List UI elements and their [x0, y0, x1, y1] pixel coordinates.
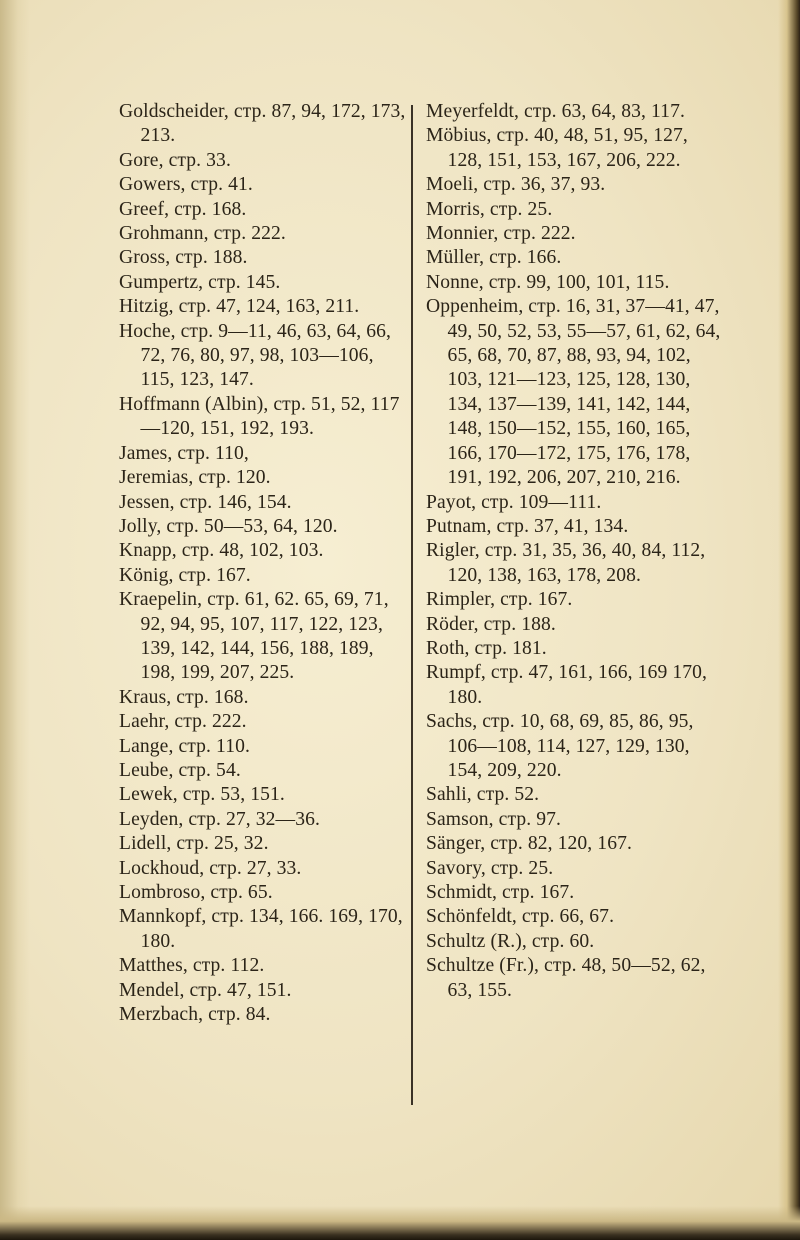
index-entry: Schönfeldt, стр. 66, 67. [426, 906, 615, 928]
index-entry: Jolly, стр. 50—53, 64, 120. [119, 515, 338, 537]
page-bottom-edge [0, 1206, 800, 1240]
index-entry: Payot, стр. 109—111. [426, 491, 602, 513]
index-entry: Leube, стр. 54. [119, 759, 241, 781]
index-entry: Oppenheim, стр. 16, 31, 37—41, 47, 49, 50, 52, 53, 55—57, 61, 62, 64, 65, 68, 70, 87, 88, 93, 94, 102, 103, 121—123, 125, 128, 130, 134, 137—139, 141, 142, 144, 148, 150—152, 155, 160, 165, 166, 170—172, 175, 176, 178, 191, 192, 206, 207, 210, 216. [426, 296, 721, 489]
index-entry: Möbius, стр. 40, 48, 51, 95, 127, 128, 151, 153, 167, 206, 222. [426, 125, 688, 171]
index-entry: Morris, стр. 25. [426, 198, 553, 220]
index-entry: Roth, стр. 181. [426, 637, 547, 659]
index-entry: Greef, стр. 168. [119, 198, 247, 220]
index-entry: Röder, стр. 188. [426, 613, 556, 635]
index-entry: Rigler, стр. 31, 35, 36, 40, 84, 112, 120, 138, 163, 178, 208. [426, 540, 706, 586]
index-entry: Mendel, стр. 47, 151. [119, 979, 292, 1001]
index-entry: Hoche, стр. 9—11, 46, 63, 64, 66, 72, 76, 80, 97, 98, 103—106, 115, 123, 147. [119, 320, 392, 391]
index-entry: Hitzig, стр. 47, 124, 163, 211. [119, 296, 360, 318]
index-entry: Schultze (Fr.), стр. 48, 50—52, 62, 63, 155. [426, 955, 706, 1001]
index-entry: Lange, стр. 110. [119, 735, 251, 757]
index-entry: Gross, стр. 188. [119, 247, 248, 269]
index-entry: Gumpertz, стр. 145. [119, 271, 281, 293]
index-entry: Grohmann, стр. 222. [119, 223, 286, 245]
index-entry: Putnam, стр. 37, 41, 134. [426, 515, 629, 537]
page-right-edge [778, 0, 800, 1240]
column-divider [411, 105, 413, 1105]
index-entry: Kraepelin, стр. 61, 62. 65, 69, 71, 92, 94, 95, 107, 117, 122, 123, 139, 142, 144, 156, 188, 189, 198, 199, 207, 225. [119, 589, 389, 684]
index-entry: Hoffmann (Albin), стр. 51, 52, 117—120, 151, 192, 193. [119, 393, 400, 440]
index-entry: Meyerfeldt, стр. 63, 64, 83, 117. [426, 101, 685, 122]
index-entry: Schmidt, стр. 167. [426, 882, 575, 903]
index-entry: Merzbach, стр. 84. [119, 1004, 271, 1026]
index-entry: Schultz (R.), стр. 60. [426, 930, 595, 952]
index-entry: Sänger, стр. 82, 120, 167. [426, 833, 632, 855]
index-entry: Moeli, стр. 36, 37, 93. [426, 174, 606, 196]
index-entry: Lombroso, стр. 65. [119, 882, 273, 903]
index-entry: Rumpf, стр. 47, 161, 166, 169 170, 180. [426, 662, 708, 708]
index-entry: Mannkopf, стр. 134, 166. 169, 170, 180. [119, 906, 403, 952]
index-entry: König, стр. 167. [119, 564, 251, 586]
index-entry: Knapp, стр. 48, 102, 103. [119, 540, 324, 562]
index-entry: Gore, стр. 33. [119, 149, 231, 171]
index-entry: Lidell, стр. 25, 32. [119, 833, 269, 855]
index-column-left [119, 100, 409, 1027]
index-entry: Samson, стр. 97. [426, 808, 562, 830]
index-entry: Matthes, стр. 112. [119, 955, 265, 977]
index-entry: Laehr, стр. 222. [119, 711, 247, 733]
index-entry: Nonne, стр. 99, 100, 101, 115. [426, 271, 670, 293]
index-entry: James, стр. 110, [119, 442, 249, 464]
index-entry: Müller, стр. 166. [426, 247, 562, 269]
index-entry: Savory, стр. 25. [426, 857, 554, 879]
index-entry: Goldscheider, стр. 87, 94, 172, 173, 213. [119, 101, 406, 147]
index-column-right [426, 100, 726, 1003]
page-gutter-shadow [0, 0, 30, 1240]
index-entry: Jeremias, стр. 120. [119, 467, 271, 489]
index-entry: Leyden, стр. 27, 32—36. [119, 808, 321, 830]
index-entry: Rimpler, стр. 167. [426, 589, 573, 611]
index-entry: Lockhoud, стр. 27, 33. [119, 857, 302, 879]
index-entry: Monnier, стр. 222. [426, 223, 576, 245]
index-entry: Sachs, стр. 10, 68, 69, 85, 86, 95, 106—108, 114, 127, 129, 130, 154, 209, 220. [426, 711, 694, 781]
index-entry: Gowers, стр. 41. [119, 174, 253, 196]
index-entry: Lewek, стр. 53, 151. [119, 784, 285, 806]
index-entry: Sahli, стр. 52. [426, 784, 540, 806]
index-entry: Jessen, стр. 146, 154. [119, 491, 292, 513]
index-entry: Kraus, стр. 168. [119, 686, 249, 708]
